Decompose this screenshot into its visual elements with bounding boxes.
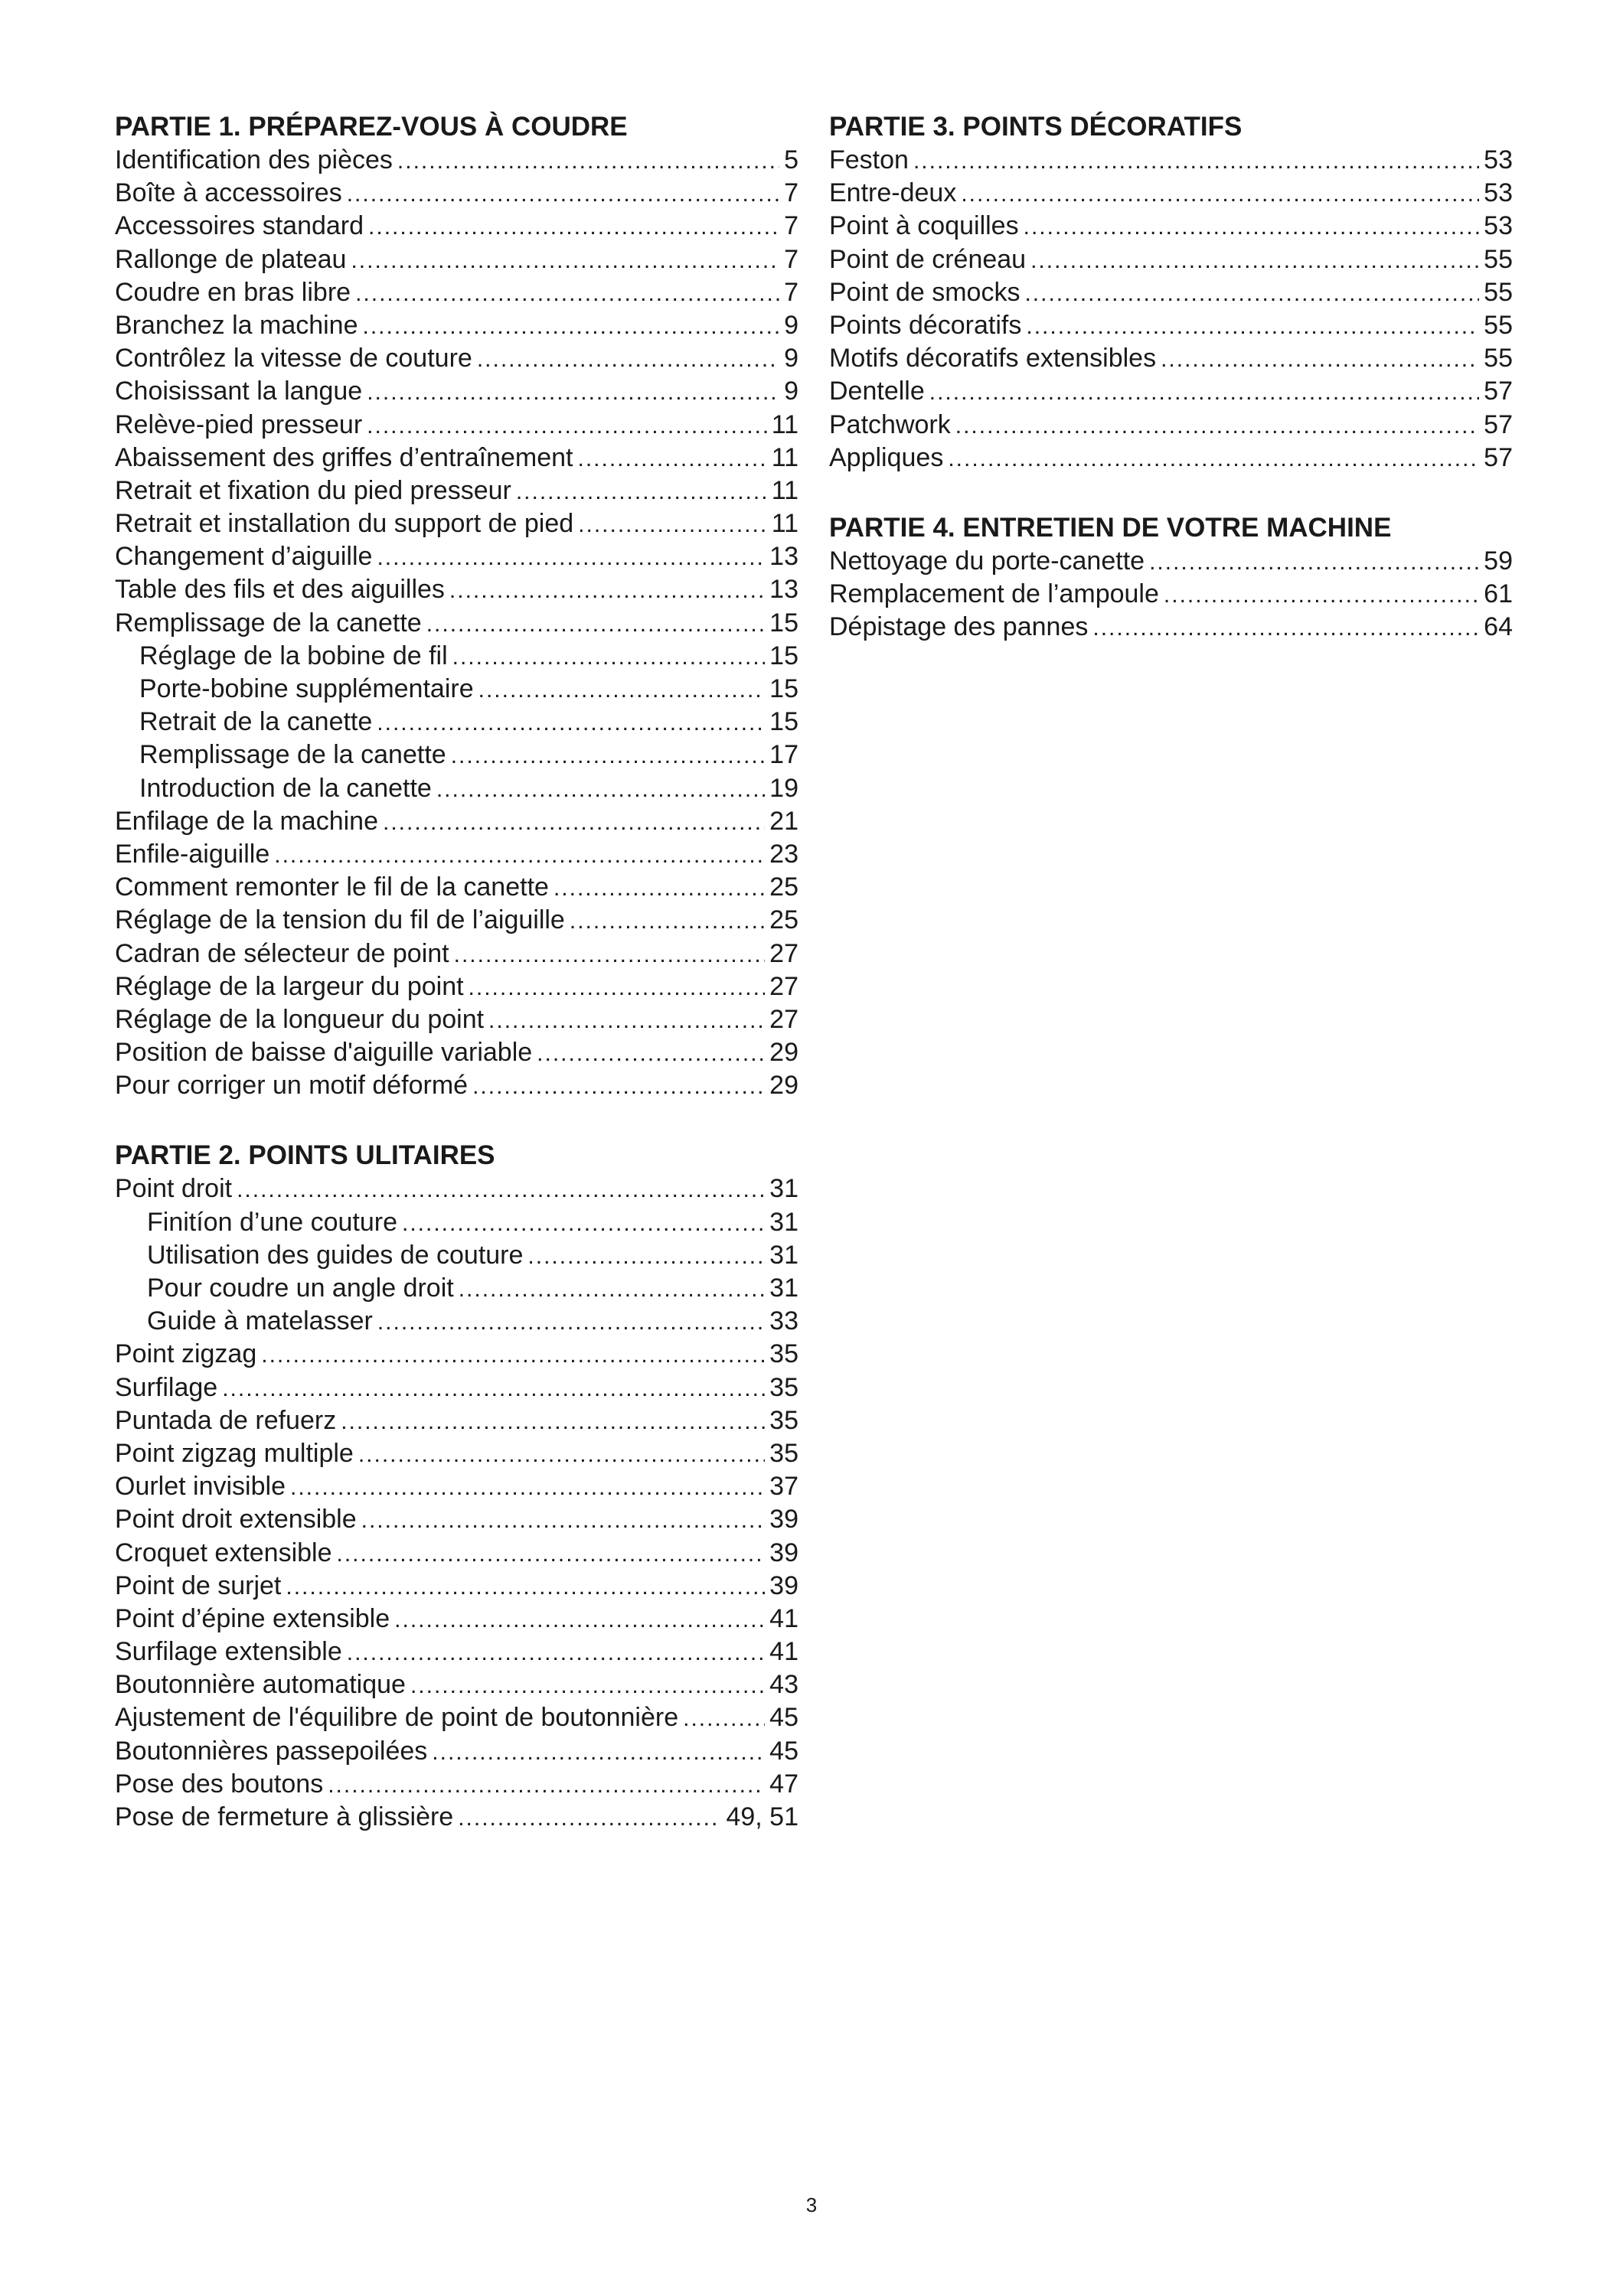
toc-entry-page: 7 — [784, 277, 798, 307]
toc-entry-page: 15 — [769, 608, 798, 638]
dot-leader — [347, 1636, 765, 1669]
toc-entry-page: 7 — [784, 211, 798, 241]
toc-entry-page: 11 — [771, 442, 798, 472]
toc-entry-label: Point de surjet — [115, 1570, 282, 1600]
toc-entry-label: Retrait de la canette — [139, 707, 373, 737]
dot-leader — [1161, 343, 1479, 376]
toc-entry[interactable] — [115, 1768, 798, 1801]
dot-leader — [377, 541, 765, 574]
dot-leader — [458, 1802, 721, 1835]
dot-leader — [367, 409, 767, 442]
toc-entry-page: 25 — [769, 872, 798, 902]
toc-entry-label: Point de smocks — [829, 277, 1020, 307]
toc-entry[interactable] — [829, 309, 1513, 342]
toc-entry-page: 11 — [771, 509, 798, 539]
dot-leader — [328, 1769, 765, 1802]
toc-entry-page: 31 — [769, 1274, 798, 1303]
dot-leader — [459, 1273, 765, 1306]
dot-leader — [929, 376, 1479, 409]
toc-entry[interactable] — [115, 507, 798, 540]
dot-leader — [261, 1339, 765, 1371]
dot-leader — [1024, 277, 1479, 310]
toc-entry-label: Contrôlez la vitesse de couture — [115, 344, 472, 373]
toc-entry-page: 15 — [769, 674, 798, 703]
toc-entry-label: Points décoratifs — [829, 310, 1022, 340]
dot-leader — [1149, 546, 1479, 579]
toc-entry-page: 41 — [769, 1637, 798, 1667]
toc-section-partie-2-points-ulitaires — [115, 1139, 798, 1834]
toc-entry[interactable] — [115, 177, 798, 210]
toc-entry-label: Boutonnières passepoilées — [115, 1736, 428, 1766]
toc-entry-page: 35 — [769, 1405, 798, 1435]
toc-entry[interactable] — [829, 409, 1513, 442]
toc-entry-page: 45 — [769, 1703, 798, 1733]
toc-entry[interactable] — [115, 409, 798, 442]
toc-entry[interactable] — [115, 772, 798, 805]
toc-entry-page: 17 — [769, 740, 798, 770]
dot-leader — [488, 1004, 765, 1037]
toc-entry-label: Point zigzag multiple — [115, 1438, 354, 1468]
toc-entry-page: 41 — [769, 1603, 798, 1633]
toc-entry-page: 64 — [1484, 612, 1513, 642]
toc-entry[interactable] — [115, 1801, 798, 1834]
toc-entry[interactable] — [829, 611, 1513, 644]
toc-entry-label: Branchez la machine — [115, 310, 358, 340]
toc-entry-page: 7 — [784, 178, 798, 208]
dot-leader — [341, 1405, 765, 1438]
toc-entry[interactable] — [115, 276, 798, 309]
dot-leader — [377, 706, 765, 739]
toc-entry[interactable] — [115, 342, 798, 375]
dot-leader — [578, 442, 767, 475]
toc-entry[interactable] — [115, 144, 798, 177]
toc-entry[interactable] — [115, 375, 798, 408]
toc-entry-label: Entre-deux — [829, 178, 957, 208]
toc-entry-label: Surfilage extensible — [115, 1637, 342, 1667]
toc-entry[interactable] — [115, 1305, 798, 1338]
dot-leader — [537, 1037, 765, 1070]
toc-entry-label: Dépistage des pannes — [829, 612, 1089, 642]
dot-leader — [1164, 579, 1479, 612]
dot-leader — [394, 1603, 765, 1636]
toc-entry-page: 11 — [771, 409, 798, 439]
toc-entry-label: Puntada de refuerz — [115, 1405, 337, 1435]
dot-leader — [449, 574, 765, 607]
toc-entry[interactable] — [829, 545, 1513, 578]
toc-entry-page: 27 — [769, 1004, 798, 1034]
toc-entry[interactable] — [115, 838, 798, 871]
dot-leader — [472, 1070, 765, 1103]
toc-entry-label: Nettoyage du porte-canette — [829, 546, 1145, 576]
toc-entry-page: 55 — [1484, 277, 1513, 307]
toc-entry[interactable] — [829, 375, 1513, 408]
dot-leader — [948, 442, 1479, 475]
toc-entry-page: 33 — [769, 1306, 798, 1336]
toc-entry-page: 31 — [769, 1240, 798, 1270]
toc-entry[interactable] — [115, 1371, 798, 1404]
toc-entry-label: Point à coquilles — [829, 211, 1019, 241]
dot-leader — [290, 1471, 765, 1504]
toc-entry-label: Introduction de la canette — [139, 773, 432, 803]
toc-entry-page: 9 — [784, 377, 798, 406]
toc-entry-label: Porte-bobine supplémentaire — [139, 674, 474, 703]
dot-leader — [367, 376, 779, 409]
dot-leader — [454, 938, 766, 971]
toc-entry-label: Feston — [829, 145, 909, 174]
dot-leader — [1026, 310, 1479, 343]
toc-entry-label: Réglage de la tension du fil de l’aiguille — [115, 905, 565, 935]
toc-entry[interactable] — [115, 938, 798, 970]
toc-entry-label: Rallonge de plateau — [115, 244, 347, 274]
toc-entry[interactable] — [115, 1036, 798, 1069]
toc-entry-label: Réglage de la longueur du point — [115, 1004, 485, 1034]
toc-entry-page: 61 — [1484, 579, 1513, 609]
dot-leader — [337, 1538, 766, 1570]
toc-entry[interactable] — [115, 1570, 798, 1603]
toc-entry-label: Point droit extensible — [115, 1505, 357, 1534]
toc-entry[interactable] — [115, 442, 798, 475]
dot-leader — [1024, 210, 1480, 243]
dot-leader — [478, 673, 766, 706]
dot-leader — [363, 310, 780, 343]
toc-entry-page: 29 — [769, 1071, 798, 1101]
toc-entry[interactable] — [115, 1735, 798, 1768]
toc-entry-page: 35 — [769, 1438, 798, 1468]
toc-entry[interactable] — [115, 1503, 798, 1536]
dot-leader — [1092, 612, 1479, 644]
toc-entry-label: Finitíon d’une couture — [147, 1207, 397, 1237]
dot-leader — [358, 1438, 765, 1471]
toc-entry[interactable] — [115, 805, 798, 838]
toc-entry-page: 45 — [769, 1736, 798, 1766]
page-number: 3 — [805, 2193, 818, 2216]
toc-entry[interactable] — [115, 706, 798, 739]
toc-entry-page: 25 — [769, 905, 798, 935]
toc-entry[interactable] — [829, 177, 1513, 210]
toc-entry-label: Point d’épine extensible — [115, 1603, 390, 1633]
toc-entry-page: 27 — [769, 971, 798, 1001]
toc-entry-label: Surfilage — [115, 1372, 218, 1402]
dot-leader — [361, 1504, 766, 1537]
dot-leader — [383, 806, 765, 839]
dot-leader — [469, 971, 766, 1004]
dot-leader — [397, 145, 779, 178]
toc-entry-page: 55 — [1484, 244, 1513, 274]
toc-entry[interactable] — [115, 540, 798, 573]
toc-entry-page: 35 — [769, 1372, 798, 1402]
toc-entry-label: Appliques — [829, 442, 944, 472]
toc-entry[interactable] — [115, 309, 798, 342]
toc-entry[interactable] — [115, 243, 798, 276]
toc-entry[interactable] — [115, 1272, 798, 1305]
dot-leader — [237, 1173, 765, 1206]
toc-entry-label: Accessoires standard — [115, 211, 364, 241]
toc-entry-page: 35 — [769, 1339, 798, 1369]
toc-entry[interactable] — [115, 1172, 798, 1205]
toc-entry-label: Motifs décoratifs extensibles — [829, 344, 1157, 373]
toc-entry[interactable] — [115, 573, 798, 606]
toc-entry-label: Changement d’aiguille — [115, 542, 373, 572]
toc-entry-label: Enfilage de la machine — [115, 806, 379, 836]
toc-entry-page: 39 — [769, 1505, 798, 1534]
dot-leader — [1030, 244, 1479, 277]
toc-entry-page: 39 — [769, 1570, 798, 1600]
toc-entry-label: Remplissage de la canette — [139, 740, 446, 770]
toc-entry-page: 55 — [1484, 310, 1513, 340]
toc-entry[interactable] — [115, 1069, 798, 1102]
dot-leader — [578, 508, 767, 541]
dot-leader — [570, 905, 765, 938]
toc-entry[interactable] — [115, 1003, 798, 1036]
toc-entry-label: Enfile-aiguille — [115, 839, 270, 869]
toc-entry-page: 23 — [769, 839, 798, 869]
toc-entry-label: Pour coudre un angle droit — [147, 1274, 454, 1303]
dot-leader — [527, 1240, 765, 1273]
toc-entry-page: 57 — [1484, 442, 1513, 472]
toc-entry-label: Patchwork — [829, 409, 951, 439]
dot-leader — [516, 475, 767, 508]
toc-entry-page: 7 — [784, 244, 798, 274]
toc-entry-label: Utilisation des guides de couture — [147, 1240, 524, 1270]
toc-entry[interactable] — [829, 342, 1513, 375]
right-column — [829, 110, 1513, 680]
toc-entry-label: Choisissant la langue — [115, 377, 363, 406]
toc-entry-page: 53 — [1484, 211, 1513, 241]
toc-entry-label: Croquet extensible — [115, 1538, 332, 1567]
dot-leader — [368, 210, 779, 243]
toc-entry[interactable] — [829, 144, 1513, 177]
toc-entry-label: Réglage de la bobine de fil — [139, 641, 448, 670]
toc-entry-page: 15 — [769, 707, 798, 737]
toc-entry-label: Ajustement de l'équilibre de point de boutonnière — [115, 1703, 679, 1733]
dot-leader — [955, 409, 1479, 442]
toc-entry[interactable] — [115, 1338, 798, 1371]
toc-entry-label: Position de baisse d'aiguille variable — [115, 1038, 533, 1068]
toc-entry[interactable] — [115, 871, 798, 904]
toc-entry[interactable] — [115, 475, 798, 507]
toc-entry[interactable] — [115, 1470, 798, 1503]
toc-section-partie-1-preparez-vous-a-coudre — [115, 110, 798, 1102]
toc-entry-page: 59 — [1484, 546, 1513, 576]
toc-entry-page: 21 — [769, 806, 798, 836]
dot-leader — [683, 1702, 765, 1735]
toc-entry-page: 13 — [769, 575, 798, 605]
toc-entry-page: 9 — [784, 344, 798, 373]
toc-entry-label: Boutonnière automatique — [115, 1670, 406, 1700]
toc-entry[interactable] — [829, 276, 1513, 309]
dot-leader — [961, 178, 1479, 210]
toc-entry-page: 37 — [769, 1472, 798, 1502]
toc-entry-page: 9 — [784, 310, 798, 340]
toc-entry[interactable] — [115, 673, 798, 706]
toc-entry[interactable] — [829, 578, 1513, 611]
toc-section-partie-3-points-decoratifs — [829, 110, 1513, 475]
dot-leader — [451, 739, 765, 772]
toc-entry[interactable] — [115, 640, 798, 673]
toc-entry-label: Boîte à accessoires — [115, 178, 342, 208]
toc-entry[interactable] — [115, 1668, 798, 1701]
toc-entry[interactable] — [829, 210, 1513, 243]
dot-leader — [377, 1306, 765, 1339]
toc-entry[interactable] — [115, 739, 798, 771]
toc-entry-label: Comment remonter le fil de la canette — [115, 872, 549, 902]
toc-entry[interactable] — [115, 1701, 798, 1734]
toc-entry[interactable] — [115, 970, 798, 1003]
toc-entry[interactable] — [115, 1206, 798, 1239]
toc-entry-page: 29 — [769, 1038, 798, 1068]
toc-entry-page: 19 — [769, 773, 798, 803]
toc-entry-label: Identification des pièces — [115, 145, 393, 174]
toc-entry[interactable] — [115, 1537, 798, 1570]
toc-entry[interactable] — [115, 210, 798, 243]
dot-leader — [347, 178, 779, 210]
toc-entry-label: Guide à matelasser — [147, 1306, 373, 1336]
toc-entry[interactable] — [115, 1636, 798, 1668]
toc-entry-page: 49, 51 — [726, 1802, 798, 1831]
toc-entry-label: Dentelle — [829, 377, 925, 406]
toc-entry-label: Table des fils et des aiguilles — [115, 575, 445, 605]
dot-leader — [477, 343, 779, 376]
dot-leader — [286, 1570, 765, 1603]
toc-entry-label: Pose de fermeture à glissière — [115, 1802, 454, 1831]
toc-entry-page: 39 — [769, 1538, 798, 1567]
dot-leader — [554, 872, 765, 905]
toc-entry-label: Point zigzag — [115, 1339, 257, 1369]
dot-leader — [452, 641, 766, 673]
toc-entry-page: 53 — [1484, 145, 1513, 174]
section-title: PARTIE 3. POINTS DÉCORATIFS — [829, 112, 1243, 142]
toc-entry[interactable] — [115, 607, 798, 640]
toc-entry-page: 43 — [769, 1670, 798, 1700]
toc-entry-page: 13 — [769, 542, 798, 572]
left-column — [115, 110, 798, 1870]
dot-leader — [432, 1736, 765, 1769]
toc-entry-label: Remplacement de l’ampoule — [829, 579, 1159, 609]
toc-entry-page: 53 — [1484, 178, 1513, 208]
dot-leader — [436, 773, 765, 806]
section-title: PARTIE 2. POINTS ULITAIRES — [115, 1140, 495, 1171]
toc-entry[interactable] — [829, 442, 1513, 475]
toc-entry-label: Pour corriger un motif déformé — [115, 1071, 469, 1101]
dot-leader — [355, 277, 779, 310]
dot-leader — [351, 244, 779, 277]
toc-entry-label: Coudre en bras libre — [115, 277, 351, 307]
toc-entry-page: 15 — [769, 641, 798, 670]
toc-entry-label: Point droit — [115, 1174, 233, 1204]
toc-entry-label: Ourlet invisible — [115, 1472, 286, 1502]
toc-entry-page: 5 — [784, 145, 798, 174]
dot-leader — [222, 1372, 765, 1405]
toc-entry-label: Point de créneau — [829, 244, 1027, 274]
toc-entry-page: 57 — [1484, 409, 1513, 439]
toc-entry-page: 57 — [1484, 377, 1513, 406]
section-title: PARTIE 1. PRÉPAREZ-VOUS À COUDRE — [115, 112, 628, 142]
toc-entry[interactable] — [829, 243, 1513, 276]
dot-leader — [426, 608, 765, 641]
toc-entry-page: 31 — [769, 1207, 798, 1237]
toc-entry-label: Abaissement des griffes d’entraînement — [115, 442, 573, 472]
section-title: PARTIE 4. ENTRETIEN DE VOTRE MACHINE — [829, 512, 1392, 543]
toc-entry-page: 11 — [771, 475, 798, 505]
dot-leader — [402, 1207, 765, 1240]
dot-leader — [274, 839, 765, 872]
toc-entry[interactable] — [115, 1404, 798, 1437]
toc-entry-page: 31 — [769, 1174, 798, 1204]
toc-entry[interactable] — [115, 904, 798, 937]
toc-entry-label: Retrait et fixation du pied presseur — [115, 475, 511, 505]
dot-leader — [410, 1669, 765, 1702]
toc-entry-label: Remplissage de la canette — [115, 608, 422, 638]
toc-section-partie-4-entretien-de-votre-machine — [829, 511, 1513, 644]
toc-entry-page: 47 — [769, 1769, 798, 1799]
toc-entry[interactable] — [115, 1239, 798, 1272]
dot-leader — [913, 145, 1479, 178]
toc-entry[interactable] — [115, 1437, 798, 1470]
toc-entry-label: Cadran de sélecteur de point — [115, 938, 449, 968]
toc-entry[interactable] — [115, 1603, 798, 1636]
toc-entry-label: Relève-pied presseur — [115, 409, 363, 439]
toc-entry-label: Réglage de la largeur du point — [115, 971, 464, 1001]
toc-entry-page: 27 — [769, 938, 798, 968]
toc-entry-label: Pose des boutons — [115, 1769, 324, 1799]
toc-entry-label: Retrait et installation du support de pied — [115, 509, 574, 539]
toc-entry-page: 55 — [1484, 344, 1513, 373]
